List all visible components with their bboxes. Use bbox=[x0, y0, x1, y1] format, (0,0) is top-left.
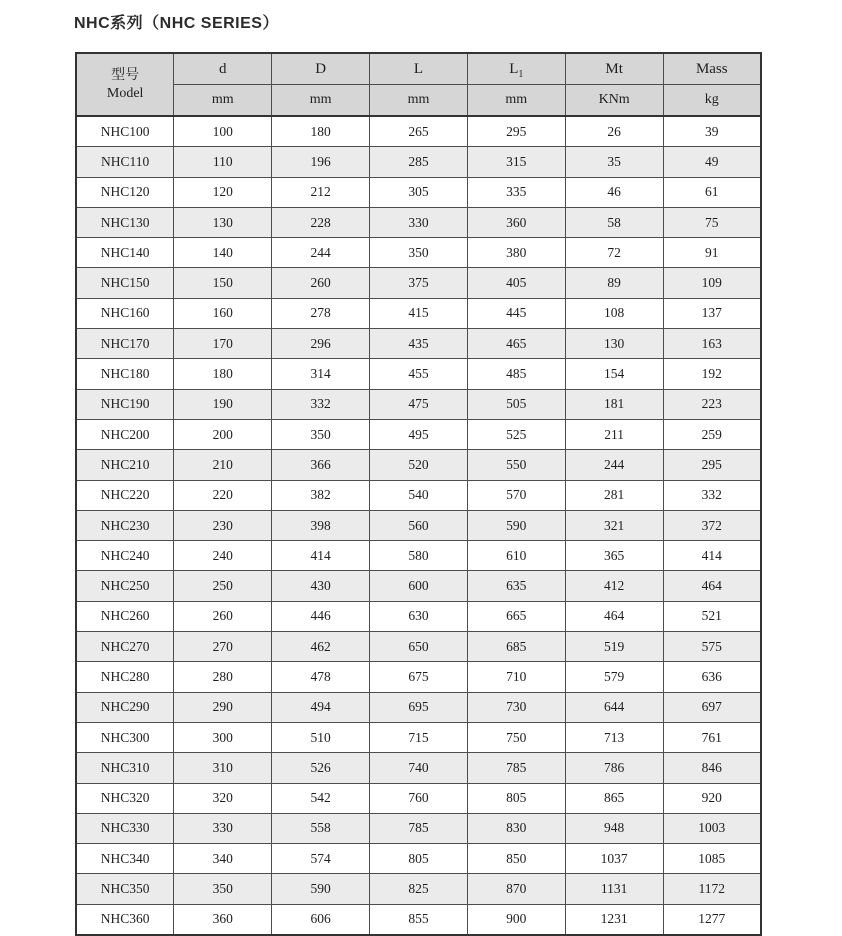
value-cell: 606 bbox=[272, 904, 370, 935]
value-cell: 110 bbox=[174, 147, 272, 177]
model-cell: NHC220 bbox=[76, 480, 174, 510]
value-cell: 526 bbox=[272, 753, 370, 783]
value-cell: 366 bbox=[272, 450, 370, 480]
model-cell: NHC140 bbox=[76, 238, 174, 268]
value-cell: 332 bbox=[272, 389, 370, 419]
model-column-header bbox=[76, 53, 174, 116]
value-cell: 870 bbox=[467, 874, 565, 904]
value-cell: 414 bbox=[663, 541, 761, 571]
value-cell: 192 bbox=[663, 359, 761, 389]
table-row bbox=[76, 874, 761, 904]
table-row bbox=[76, 389, 761, 419]
model-cell: NHC270 bbox=[76, 632, 174, 662]
value-cell: 590 bbox=[272, 874, 370, 904]
model-cell: NHC130 bbox=[76, 207, 174, 237]
value-cell: 330 bbox=[370, 207, 468, 237]
value-cell: 130 bbox=[174, 207, 272, 237]
table-row bbox=[76, 419, 761, 449]
value-cell: 519 bbox=[565, 632, 663, 662]
value-cell: 405 bbox=[467, 268, 565, 298]
value-cell: 1037 bbox=[565, 844, 663, 874]
value-cell: 196 bbox=[272, 147, 370, 177]
value-cell: 785 bbox=[370, 813, 468, 843]
model-cell: NHC330 bbox=[76, 813, 174, 843]
value-cell: 109 bbox=[663, 268, 761, 298]
model-cell: NHC310 bbox=[76, 753, 174, 783]
table-row bbox=[76, 116, 761, 147]
value-cell: 154 bbox=[565, 359, 663, 389]
value-cell: 650 bbox=[370, 632, 468, 662]
value-cell: 160 bbox=[174, 298, 272, 328]
value-cell: 375 bbox=[370, 268, 468, 298]
table-row bbox=[76, 844, 761, 874]
value-cell: 636 bbox=[663, 662, 761, 692]
value-cell: 485 bbox=[467, 359, 565, 389]
value-cell: 542 bbox=[272, 783, 370, 813]
table-row bbox=[76, 904, 761, 935]
value-cell: 579 bbox=[565, 662, 663, 692]
value-cell: 415 bbox=[370, 298, 468, 328]
value-cell: 305 bbox=[370, 177, 468, 207]
table-row bbox=[76, 268, 761, 298]
value-cell: 635 bbox=[467, 571, 565, 601]
value-cell: 948 bbox=[565, 813, 663, 843]
model-cell: NHC240 bbox=[76, 541, 174, 571]
value-cell: 180 bbox=[272, 116, 370, 147]
value-cell: 520 bbox=[370, 450, 468, 480]
value-cell: 464 bbox=[565, 601, 663, 631]
unit-header-mm: mm bbox=[174, 85, 272, 117]
table-row bbox=[76, 329, 761, 359]
value-cell: 478 bbox=[272, 662, 370, 692]
unit-header-mm: mm bbox=[272, 85, 370, 117]
model-cell: NHC360 bbox=[76, 904, 174, 935]
table-row bbox=[76, 783, 761, 813]
value-cell: 35 bbox=[565, 147, 663, 177]
value-cell: 900 bbox=[467, 904, 565, 935]
value-cell: 58 bbox=[565, 207, 663, 237]
value-cell: 495 bbox=[370, 419, 468, 449]
value-cell: 430 bbox=[272, 571, 370, 601]
value-cell: 540 bbox=[370, 480, 468, 510]
value-cell: 1085 bbox=[663, 844, 761, 874]
value-cell: 212 bbox=[272, 177, 370, 207]
model-cell: NHC200 bbox=[76, 419, 174, 449]
table-header bbox=[76, 53, 761, 116]
column-header-l: L bbox=[370, 53, 468, 85]
value-cell: 223 bbox=[663, 389, 761, 419]
model-cell: NHC190 bbox=[76, 389, 174, 419]
value-cell: 435 bbox=[370, 329, 468, 359]
table-row bbox=[76, 692, 761, 722]
value-cell: 830 bbox=[467, 813, 565, 843]
value-cell: 446 bbox=[272, 601, 370, 631]
table-row bbox=[76, 510, 761, 540]
table-row bbox=[76, 722, 761, 752]
value-cell: 455 bbox=[370, 359, 468, 389]
value-cell: 330 bbox=[174, 813, 272, 843]
value-cell: 26 bbox=[565, 116, 663, 147]
value-cell: 137 bbox=[663, 298, 761, 328]
model-cell: NHC250 bbox=[76, 571, 174, 601]
value-cell: 260 bbox=[174, 601, 272, 631]
value-cell: 250 bbox=[174, 571, 272, 601]
value-cell: 211 bbox=[565, 419, 663, 449]
value-cell: 108 bbox=[565, 298, 663, 328]
value-cell: 314 bbox=[272, 359, 370, 389]
value-cell: 295 bbox=[467, 116, 565, 147]
value-cell: 846 bbox=[663, 753, 761, 783]
value-cell: 494 bbox=[272, 692, 370, 722]
value-cell: 310 bbox=[174, 753, 272, 783]
value-cell: 46 bbox=[565, 177, 663, 207]
value-cell: 220 bbox=[174, 480, 272, 510]
value-cell: 315 bbox=[467, 147, 565, 177]
value-cell: 259 bbox=[663, 419, 761, 449]
value-cell: 321 bbox=[565, 510, 663, 540]
value-cell: 760 bbox=[370, 783, 468, 813]
value-cell: 1231 bbox=[565, 904, 663, 935]
page-title: NHC系列（NHC SERIES） bbox=[74, 15, 279, 32]
value-cell: 290 bbox=[174, 692, 272, 722]
value-cell: 574 bbox=[272, 844, 370, 874]
value-cell: 350 bbox=[370, 238, 468, 268]
table-row bbox=[76, 480, 761, 510]
value-cell: 510 bbox=[272, 722, 370, 752]
table-row bbox=[76, 298, 761, 328]
value-cell: 521 bbox=[663, 601, 761, 631]
value-cell: 786 bbox=[565, 753, 663, 783]
value-cell: 675 bbox=[370, 662, 468, 692]
value-cell: 805 bbox=[370, 844, 468, 874]
value-cell: 414 bbox=[272, 541, 370, 571]
value-cell: 181 bbox=[565, 389, 663, 419]
value-cell: 462 bbox=[272, 632, 370, 662]
value-cell: 89 bbox=[565, 268, 663, 298]
value-cell: 285 bbox=[370, 147, 468, 177]
table-row bbox=[76, 601, 761, 631]
column-header-d: D bbox=[272, 53, 370, 85]
value-cell: 372 bbox=[663, 510, 761, 540]
value-cell: 230 bbox=[174, 510, 272, 540]
model-cell: NHC230 bbox=[76, 510, 174, 540]
value-cell: 270 bbox=[174, 632, 272, 662]
column-header-l1: $L_1$ bbox=[467, 53, 565, 85]
value-cell: 665 bbox=[467, 601, 565, 631]
value-cell: 750 bbox=[467, 722, 565, 752]
value-cell: 825 bbox=[370, 874, 468, 904]
model-cell: NHC180 bbox=[76, 359, 174, 389]
value-cell: 412 bbox=[565, 571, 663, 601]
unit-header-mm: mm bbox=[467, 85, 565, 117]
value-cell: 525 bbox=[467, 419, 565, 449]
model-cell: NHC110 bbox=[76, 147, 174, 177]
table-row bbox=[76, 632, 761, 662]
value-cell: 365 bbox=[565, 541, 663, 571]
value-cell: 715 bbox=[370, 722, 468, 752]
column-header-mass: Mass bbox=[663, 53, 761, 85]
value-cell: 580 bbox=[370, 541, 468, 571]
value-cell: 445 bbox=[467, 298, 565, 328]
table-body bbox=[76, 116, 761, 935]
model-cell: NHC160 bbox=[76, 298, 174, 328]
value-cell: 695 bbox=[370, 692, 468, 722]
value-cell: 600 bbox=[370, 571, 468, 601]
value-cell: 360 bbox=[174, 904, 272, 935]
value-cell: 260 bbox=[272, 268, 370, 298]
table-row bbox=[76, 753, 761, 783]
value-cell: 575 bbox=[663, 632, 761, 662]
value-cell: 49 bbox=[663, 147, 761, 177]
value-cell: 163 bbox=[663, 329, 761, 359]
value-cell: 785 bbox=[467, 753, 565, 783]
value-cell: 350 bbox=[174, 874, 272, 904]
value-cell: 180 bbox=[174, 359, 272, 389]
value-cell: 644 bbox=[565, 692, 663, 722]
model-cell: NHC260 bbox=[76, 601, 174, 631]
value-cell: 865 bbox=[565, 783, 663, 813]
value-cell: 920 bbox=[663, 783, 761, 813]
table-row bbox=[76, 359, 761, 389]
value-cell: 280 bbox=[174, 662, 272, 692]
value-cell: 140 bbox=[174, 238, 272, 268]
model-cell: NHC290 bbox=[76, 692, 174, 722]
table-row bbox=[76, 207, 761, 237]
value-cell: 475 bbox=[370, 389, 468, 419]
value-cell: 300 bbox=[174, 722, 272, 752]
value-cell: 360 bbox=[467, 207, 565, 237]
value-cell: 761 bbox=[663, 722, 761, 752]
value-cell: 72 bbox=[565, 238, 663, 268]
value-cell: 210 bbox=[174, 450, 272, 480]
value-cell: 590 bbox=[467, 510, 565, 540]
value-cell: 465 bbox=[467, 329, 565, 359]
value-cell: 398 bbox=[272, 510, 370, 540]
value-cell: 170 bbox=[174, 329, 272, 359]
value-cell: 130 bbox=[565, 329, 663, 359]
value-cell: 320 bbox=[174, 783, 272, 813]
table-row bbox=[76, 541, 761, 571]
value-cell: 560 bbox=[370, 510, 468, 540]
model-cell: NHC100 bbox=[76, 116, 174, 147]
table-row bbox=[76, 238, 761, 268]
value-cell: 61 bbox=[663, 177, 761, 207]
spec-table bbox=[75, 52, 762, 936]
column-header-mt: Mt bbox=[565, 53, 663, 85]
value-cell: 350 bbox=[272, 419, 370, 449]
value-cell: 505 bbox=[467, 389, 565, 419]
unit-header-mm: mm bbox=[370, 85, 468, 117]
model-cell: NHC170 bbox=[76, 329, 174, 359]
value-cell: 150 bbox=[174, 268, 272, 298]
column-header-d: d bbox=[174, 53, 272, 85]
value-cell: 200 bbox=[174, 419, 272, 449]
table-row bbox=[76, 662, 761, 692]
table-row bbox=[76, 450, 761, 480]
value-cell: 730 bbox=[467, 692, 565, 722]
value-cell: 570 bbox=[467, 480, 565, 510]
value-cell: 382 bbox=[272, 480, 370, 510]
value-cell: 550 bbox=[467, 450, 565, 480]
value-cell: 100 bbox=[174, 116, 272, 147]
table-row bbox=[76, 177, 761, 207]
value-cell: 240 bbox=[174, 541, 272, 571]
value-cell: 75 bbox=[663, 207, 761, 237]
model-cell: NHC210 bbox=[76, 450, 174, 480]
value-cell: 1277 bbox=[663, 904, 761, 935]
value-cell: 710 bbox=[467, 662, 565, 692]
table-row bbox=[76, 813, 761, 843]
value-cell: 380 bbox=[467, 238, 565, 268]
value-cell: 610 bbox=[467, 541, 565, 571]
model-cell: NHC120 bbox=[76, 177, 174, 207]
value-cell: 805 bbox=[467, 783, 565, 813]
value-cell: 1172 bbox=[663, 874, 761, 904]
value-cell: 281 bbox=[565, 480, 663, 510]
model-label-cn: 型号 bbox=[111, 68, 140, 83]
value-cell: 278 bbox=[272, 298, 370, 328]
value-cell: 296 bbox=[272, 329, 370, 359]
value-cell: 464 bbox=[663, 571, 761, 601]
model-cell: NHC350 bbox=[76, 874, 174, 904]
value-cell: 558 bbox=[272, 813, 370, 843]
value-cell: 855 bbox=[370, 904, 468, 935]
value-cell: 740 bbox=[370, 753, 468, 783]
unit-header-knm: KNm bbox=[565, 85, 663, 117]
value-cell: 244 bbox=[565, 450, 663, 480]
value-cell: 295 bbox=[663, 450, 761, 480]
value-cell: 685 bbox=[467, 632, 565, 662]
model-cell: NHC150 bbox=[76, 268, 174, 298]
model-cell: NHC280 bbox=[76, 662, 174, 692]
value-cell: 1131 bbox=[565, 874, 663, 904]
value-cell: 630 bbox=[370, 601, 468, 631]
value-cell: 39 bbox=[663, 116, 761, 147]
value-cell: 190 bbox=[174, 389, 272, 419]
value-cell: 91 bbox=[663, 238, 761, 268]
unit-header-kg: kg bbox=[663, 85, 761, 117]
value-cell: 265 bbox=[370, 116, 468, 147]
value-cell: 1003 bbox=[663, 813, 761, 843]
value-cell: 697 bbox=[663, 692, 761, 722]
value-cell: 120 bbox=[174, 177, 272, 207]
value-cell: 340 bbox=[174, 844, 272, 874]
table-row bbox=[76, 571, 761, 601]
model-cell: NHC300 bbox=[76, 722, 174, 752]
model-cell: NHC340 bbox=[76, 844, 174, 874]
value-cell: 228 bbox=[272, 207, 370, 237]
table-row bbox=[76, 147, 761, 177]
value-cell: 850 bbox=[467, 844, 565, 874]
model-cell: NHC320 bbox=[76, 783, 174, 813]
value-cell: 713 bbox=[565, 722, 663, 752]
value-cell: 244 bbox=[272, 238, 370, 268]
value-cell: 335 bbox=[467, 177, 565, 207]
value-cell: 332 bbox=[663, 480, 761, 510]
model-label-en: Model bbox=[106, 85, 144, 101]
